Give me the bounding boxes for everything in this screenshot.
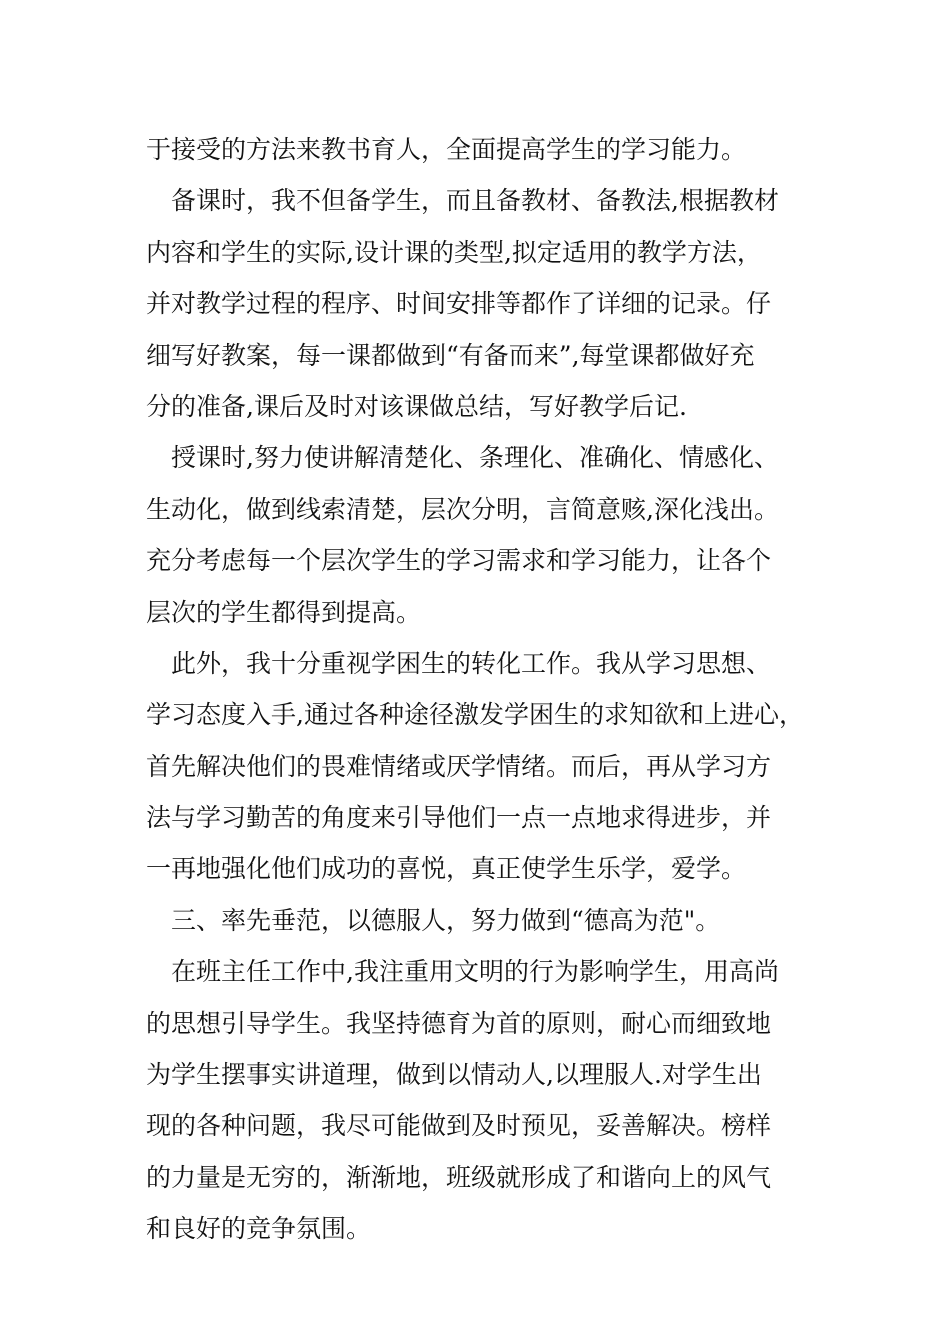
text-line: 的思想引导学生。我坚持德育为首的原则，耐心而细致地 [146, 1008, 772, 1038]
text-line: 在班主任工作中,我注重用文明的行为影响学生，用高尚 [171, 957, 779, 987]
text-line: 一再地强化他们成功的喜悦，真正使学生乐学，爱学。 [146, 854, 747, 884]
text-line: 三、率先垂范，以德服人，努力做到“德高为范"。 [171, 905, 721, 935]
text-line: 现的各种问题，我尽可能做到及时预见，妥善解决。榜样 [146, 1111, 772, 1141]
text-line: 细写好教案，每一课都做到“有备而来”,每堂课都做好充 [146, 340, 755, 370]
text-line: 法与学习勤苦的角度来引导他们一点一点地求得进步，并 [146, 803, 772, 833]
text-line: 为学生摆事实讲道理，做到以情动人,以理服人.对学生出 [146, 1060, 762, 1090]
document-body [146, 124, 836, 1255]
text-line: 生动化，做到线索清楚，层次分明，言简意赅,深化浅出。 [146, 494, 779, 524]
text-line: 学习态度入手,通过各种途径激发学困生的求知欲和上进心， [146, 700, 804, 730]
text-line: 和良好的竞争氛围。 [146, 1214, 372, 1244]
text-line: 分的准备,课后及时对该课做总结，写好教学后记. [146, 391, 687, 421]
text-line: 层次的学生都得到提高。 [146, 597, 422, 627]
text-line: 充分考虑每一个层次学生的学习需求和学习能力，让各个 [146, 546, 772, 576]
text-line: 此外，我十分重视学困生的转化工作。我从学习思想、 [171, 648, 772, 678]
text-line: 内容和学生的实际,设计课的类型,拟定适用的教学方法， [146, 237, 762, 267]
text-line: 于接受的方法来教书育人，全面提高学生的学习能力。 [146, 135, 747, 164]
text-line: 备课时，我不但备学生，而且备教材、备教法,根据教材 [171, 186, 779, 216]
text-line: 授课时,努力使讲解清楚化、条理化、准确化、情感化、 [171, 443, 779, 473]
text-line: 的力量是无穷的，渐渐地，班级就形成了和谐向上的风气 [146, 1162, 772, 1192]
text-line: 首先解决他们的畏难情绪或厌学情绪。而后，再从学习方 [146, 751, 772, 781]
text-line: 并对教学过程的程序、时间安排等都作了详细的记录。仔 [146, 289, 772, 319]
